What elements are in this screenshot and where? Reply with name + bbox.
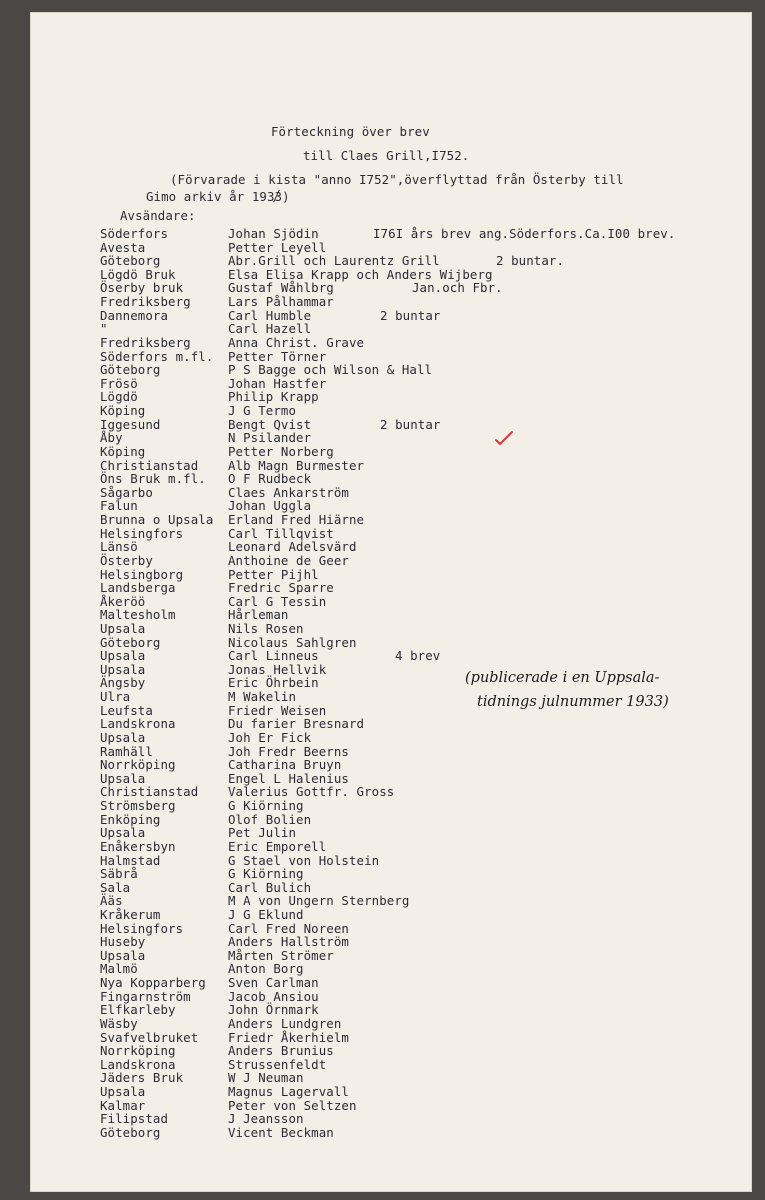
letter-note: I76I års brev ang.Söderfors.Ca.I00 brev. — [373, 226, 676, 241]
sender-name: Petter Pijhl — [228, 566, 319, 582]
sender-name: Anders Hallström — [228, 934, 349, 950]
sender-place: Sågarbo — [100, 484, 153, 500]
sender-place: Upsala — [100, 729, 146, 745]
sender-place: Lögdö — [100, 389, 138, 405]
sender-name: Fredric Sparre — [228, 580, 334, 596]
sender-name: Carl Linneus — [228, 648, 319, 664]
sender-place: Öns Bruk m.fl. — [100, 471, 206, 487]
sender-name: Alb Magn Burmester — [228, 457, 365, 473]
sender-place: Leufsta — [100, 702, 153, 718]
sender-place: " — [100, 321, 108, 337]
sender-place: Dannemora — [100, 307, 169, 323]
sender-name: Anders Lundgren — [228, 1015, 342, 1031]
sender-place: Landsberga — [100, 580, 176, 596]
sender-name: N Psilander — [228, 430, 312, 446]
sender-name: Peter von Seltzen — [228, 1097, 357, 1113]
sender-place: Christianstad — [100, 457, 199, 473]
sender-place: Göteborg — [100, 634, 161, 650]
sender-name: Hårleman — [228, 607, 289, 623]
sender-name: Johan Hastfer — [228, 375, 327, 391]
sender-name: Nils Rosen — [228, 620, 304, 636]
handwritten-note-line2: tidnings julnummer 1933) — [477, 694, 669, 710]
sender-name: Anders Brunius — [228, 1043, 334, 1059]
handwritten-note-line1: (publicerade i en Uppsala- — [465, 670, 660, 686]
sender-name: Carl Fred Noreen — [228, 920, 349, 936]
sender-name: Elsa Elisa Krapp och Anders Wijberg — [228, 266, 493, 282]
sender-place: Lögdö Bruk — [100, 266, 176, 282]
sender-name: Joh Fredr Beerns — [228, 743, 349, 759]
sender-place: Brunna o Upsala — [100, 512, 214, 528]
sender-name: Catharina Bruyn — [228, 757, 342, 773]
sender-place: Filipstad — [100, 1111, 169, 1127]
sender-name: Mårten Strömer — [228, 947, 334, 963]
sender-name: O F Rudbeck — [228, 471, 312, 487]
storage-note-line2 — [146, 189, 290, 204]
sender-name: J Jeansson — [228, 1111, 304, 1127]
sender-place: Säbrå — [100, 866, 138, 882]
sender-place: Köping — [100, 443, 146, 459]
sender-place: Sala — [100, 879, 131, 895]
sender-place: Iggesund — [100, 416, 161, 432]
sender-place: Upsala — [100, 947, 146, 963]
sender-place: Fredriksberg — [100, 294, 191, 310]
sender-name: Claes Ankarström — [228, 484, 349, 500]
sender-place: Avesta — [100, 239, 146, 255]
storage-note-close: ) — [282, 189, 290, 204]
sender-place: Ramhäll — [100, 743, 153, 759]
sender-name: Friedr Åkerhielm — [228, 1029, 349, 1045]
sender-name: Magnus Lagervall — [228, 1084, 349, 1100]
corrected-digit: 3 — [274, 189, 283, 204]
sender-place: Söderfors — [100, 226, 169, 241]
sender-name: Eric Öhrbein — [228, 675, 319, 691]
sender-place: Upsala — [100, 648, 146, 664]
sender-name: G Kiörning — [228, 866, 304, 882]
sender-place: Malmö — [100, 961, 138, 977]
sender-name: Joh Er Fick — [228, 729, 312, 745]
sender-place: Christianstad — [100, 784, 199, 800]
sender-name: W J Neuman — [228, 1070, 304, 1086]
sender-name: G Kiörning — [228, 798, 304, 814]
storage-note-text: Gimo arkiv år 193 — [146, 189, 275, 204]
sender-name: Petter Törner — [228, 348, 327, 364]
storage-note-line1: (Förvarade i kista "anno I752",överflyttad från Österby till — [170, 172, 624, 187]
red-check-mark — [494, 428, 514, 448]
sender-name: Johan Uggla — [228, 498, 312, 514]
sender-place: Falun — [100, 498, 138, 514]
sender-place: Ängsby — [100, 675, 146, 691]
letter-note: 4 brev — [395, 648, 441, 664]
sender-place: Åkeröö — [100, 593, 146, 609]
sender-place: Strömsberg — [100, 798, 176, 814]
document-subtitle: till Claes Grill,I752. — [303, 148, 470, 163]
letter-note: 2 buntar — [380, 416, 441, 432]
sender-name: Leonard Adelsvärd — [228, 539, 357, 555]
sender-name: J G Termo — [228, 403, 297, 419]
sender-place: Åby — [100, 430, 123, 446]
sender-name: Petter Norberg — [228, 443, 334, 459]
sender-place: Jäders Bruk — [100, 1070, 184, 1086]
sender-place: Huseby — [100, 934, 146, 950]
sender-place: Helsingfors — [100, 920, 184, 936]
sender-place: Maltesholm — [100, 607, 176, 623]
sender-place: Kråkerum — [100, 907, 161, 922]
sender-name: Carl Bulich — [228, 879, 312, 895]
sender-place: Halmstad — [100, 852, 161, 868]
sender-name: M Wakelin — [228, 689, 297, 705]
sender-name: P S Bagge och Wilson & Hall — [228, 362, 433, 378]
sender-name: Carl Hazell — [228, 321, 312, 337]
sender-name: Lars Pålhammar — [228, 294, 334, 310]
sender-name: Eric Emporell — [228, 838, 327, 854]
sender-name: Vicent Beckman — [228, 1124, 334, 1140]
letter-note: 2 buntar — [380, 307, 441, 323]
sender-name: Nicolaus Sahlgren — [228, 634, 357, 650]
sender-place: Öserby bruk — [100, 280, 184, 296]
sender-name: Olof Bolien — [228, 811, 312, 827]
sender-place: Upsala — [100, 1084, 146, 1100]
sender-name: Petter Leyell — [228, 239, 327, 255]
sender-name: Bengt Qvist — [228, 416, 312, 432]
letter-note: 2 buntar. — [496, 253, 565, 269]
sender-name: Philip Krapp — [228, 389, 319, 405]
sender-place: Landskrona — [100, 716, 176, 732]
letter-note: Jan.och Fbr. — [412, 280, 503, 296]
sender-place: Ääs — [100, 893, 123, 909]
sender-place: Länsö — [100, 539, 138, 555]
sender-place: Norrköping — [100, 757, 176, 773]
sender-name: Jonas Hellvik — [228, 661, 327, 677]
sender-name: Valerius Gottfr. Gross — [228, 784, 395, 800]
sender-name: Anton Borg — [228, 961, 304, 977]
sender-place: Upsala — [100, 620, 146, 636]
sender-place: Svafvelbruket — [100, 1029, 199, 1045]
sender-place: Ulra — [100, 689, 131, 705]
sender-place: Fingarnström — [100, 988, 191, 1004]
sender-name: Erland Fred Hiärne — [228, 512, 365, 528]
sender-place: Helsingfors — [100, 525, 184, 541]
sender-place: Österby — [100, 552, 153, 568]
sender-name: Anthoine de Geer — [228, 552, 349, 568]
handwritten-note — [465, 668, 735, 720]
sender-place: Elfkarleby — [100, 1002, 176, 1018]
sender-place: Göteborg — [100, 253, 161, 269]
sender-place: Göteborg — [100, 362, 161, 378]
sender-name: Sven Carlman — [228, 975, 319, 991]
sender-place: Enåkersbyn — [100, 838, 176, 854]
sender-name: Johan Sjödin — [228, 226, 319, 241]
sender-place: Enköping — [100, 811, 161, 827]
sender-place: Upsala — [100, 770, 146, 786]
sender-place: Frösö — [100, 375, 138, 391]
sender-name: Anna Christ. Grave — [228, 334, 365, 350]
sender-name: M A von Ungern Sternberg — [228, 893, 410, 909]
sender-name: Jacob Ansiou — [228, 988, 319, 1004]
sender-place: Upsala — [100, 661, 146, 677]
sender-name: Carl Humble — [228, 307, 312, 323]
sender-place: Göteborg — [100, 1124, 161, 1140]
sender-name: Abr.Grill och Laurentz Grill — [228, 253, 440, 269]
sender-place: Nya Kopparberg — [100, 975, 206, 991]
sender-place: Norrköping — [100, 1043, 176, 1059]
document-title: Förteckning över brev — [271, 124, 430, 139]
sender-name: Engel L Halenius — [228, 770, 349, 786]
sender-name: Pet Julin — [228, 825, 297, 841]
sender-place: Wäsby — [100, 1015, 138, 1031]
sender-name: Strussenfeldt — [228, 1056, 327, 1072]
sender-name: Du farier Bresnard — [228, 716, 365, 732]
document-sheet — [30, 12, 752, 1192]
sender-name: John Örnmark — [228, 1002, 319, 1018]
sender-place: Landskrona — [100, 1056, 176, 1072]
sender-name: G Stael von Holstein — [228, 852, 380, 868]
sender-name: Gustaf Wåhlbrg — [228, 280, 334, 296]
sender-place: Söderfors m.fl. — [100, 348, 214, 364]
sender-place: Helsingborg — [100, 566, 184, 582]
sender-name: Carl G Tessin — [228, 593, 327, 609]
sender-name: Friedr Weisen — [228, 702, 327, 718]
sender-name: Carl Tillqvist — [228, 525, 334, 541]
sender-name: J G Eklund — [228, 907, 304, 922]
sender-place: Kalmar — [100, 1097, 146, 1113]
sender-place: Fredriksberg — [100, 334, 191, 350]
sender-place: Upsala — [100, 825, 146, 841]
sender-heading: Avsändare: — [120, 208, 196, 223]
sender-place: Köping — [100, 403, 146, 419]
